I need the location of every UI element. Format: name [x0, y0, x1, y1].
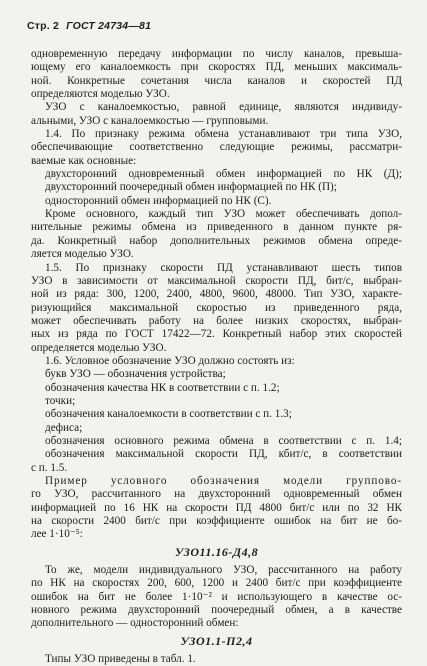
text-line: ющему его каналоемкость при скоростях ПД, меньших максималь- — [31, 61, 402, 74]
text-line: ошибок на бит не более 1·10⁻² и использующего в качестве ос- — [31, 590, 402, 603]
text-line: с п. 1.5. — [31, 461, 68, 474]
text-line: ной. Конкретные сочетания числа каналов и скоростей ПД — [31, 74, 402, 87]
designation-example-2: УЗО1.1-П2,4 — [180, 633, 253, 648]
text-line: определяется моделью УЗО. — [31, 341, 167, 354]
text-line: да. Конкретный набор дополнительных режимов обмена опреде- — [31, 234, 402, 247]
text-line: нительные режимы обмена из приведенного в данном пункте ря- — [31, 221, 402, 234]
table-reference: Типы УЗО приведены в табл. 1. — [45, 653, 196, 666]
text-line: двухсторонний поочередный обмен информацией по НК (П); — [45, 181, 337, 194]
text-line: обозначения качества НК в соответствии с п. 1.2; — [45, 381, 280, 394]
designation-example-1: УЗО11.16-Д4,8 — [174, 544, 259, 559]
document-body — [31, 48, 402, 666]
text-line: точки; — [45, 394, 76, 407]
text-line: новного режима двухсторонний поочередный обмен, а в качестве — [31, 604, 402, 617]
text-line: лее 1·10⁻⁵: — [31, 528, 83, 541]
text-line: дефиса; — [45, 421, 83, 434]
example-heading: Пример условного обозначения модели группово- — [45, 475, 402, 487]
text-line: УЗО в зависимости от максимальной скорости ПД, бит/с, выбран- — [31, 274, 402, 287]
text-line: То же, модели индивидуального УЗО, рассчитанного на работу — [45, 564, 402, 577]
page-number: Стр. 2 — [27, 20, 60, 32]
text-line: альными, УЗО с каналоемкостью — групповыми. — [31, 114, 269, 127]
page-header — [27, 20, 151, 32]
standard-number: ГОСТ 24734—81 — [66, 20, 152, 32]
text-line: по НК на скоростях 200, 600, 1200 и 2400 бит/с при коэффициенте — [31, 577, 402, 590]
text-line: обеспечивающие соответственно следующие режимы, рассматри- — [31, 141, 402, 154]
clause-1-6: 1.6. Условное обозначение УЗО должно состоять из: — [45, 354, 295, 367]
text-line: ризующийся максимальной скоростью из приведенного ряда, — [31, 301, 402, 314]
clause-1-4: 1.4. По признаку режима обмена устанавливают три типа УЗО, — [45, 128, 402, 141]
text-line: определяются моделью УЗО. — [31, 88, 170, 101]
text-line: дополнительного — односторонний обмен: — [31, 617, 239, 630]
text-line: обозначения каналоемкости в соответствии с п. 1.3; — [45, 408, 292, 421]
text-line: ной из ряда: 300, 1200, 2400, 4800, 9600, 48000. Тип УЗО, характе- — [31, 288, 402, 301]
text-line: го УЗО, рассчитанного на двухсторонний одновременный обмен — [31, 488, 402, 501]
text-line: одновременную передачу информации по числу каналов, превыша- — [31, 48, 402, 60]
clause-1-5: 1.5. По признаку скорости ПД устанавливают шесть типов — [45, 261, 402, 274]
text-line: двухсторонний одновременный обмен информацией по НК (Д); — [45, 168, 402, 181]
text-line: ных из ряда по ГОСТ 17422—72. Конкретный набор этих скоростей — [31, 328, 402, 341]
text-line: может обеспечивать работу на более низких скоростях, выбран- — [31, 314, 402, 327]
text-line: букв УЗО — обозначения устройства; — [45, 368, 226, 381]
text-line: информацией по 16 НК на скорости ПД 4800 бит/с или по 32 НК — [31, 501, 402, 514]
text-line: на скорости 2400 бит/с при коэффициенте ошибок на бит не бо- — [31, 515, 402, 528]
text-line: обозначения максимальной скорости ПД, кбит/с, в соответствии — [45, 448, 402, 461]
text-line: УЗО с каналоемкостью, равной единице, являются индивиду- — [45, 101, 402, 114]
text-line: Кроме основного, каждый тип УЗО может обеспечивать допол- — [45, 208, 402, 221]
text-line: обозначения основного режима обмена в соответствии с п. 1.4; — [45, 434, 402, 447]
text-line: ваемые как основные: — [31, 154, 137, 167]
text-line: односторонний обмен информацией по НК (С). — [45, 194, 272, 207]
text-line: ляется моделью УЗО. — [31, 248, 134, 261]
